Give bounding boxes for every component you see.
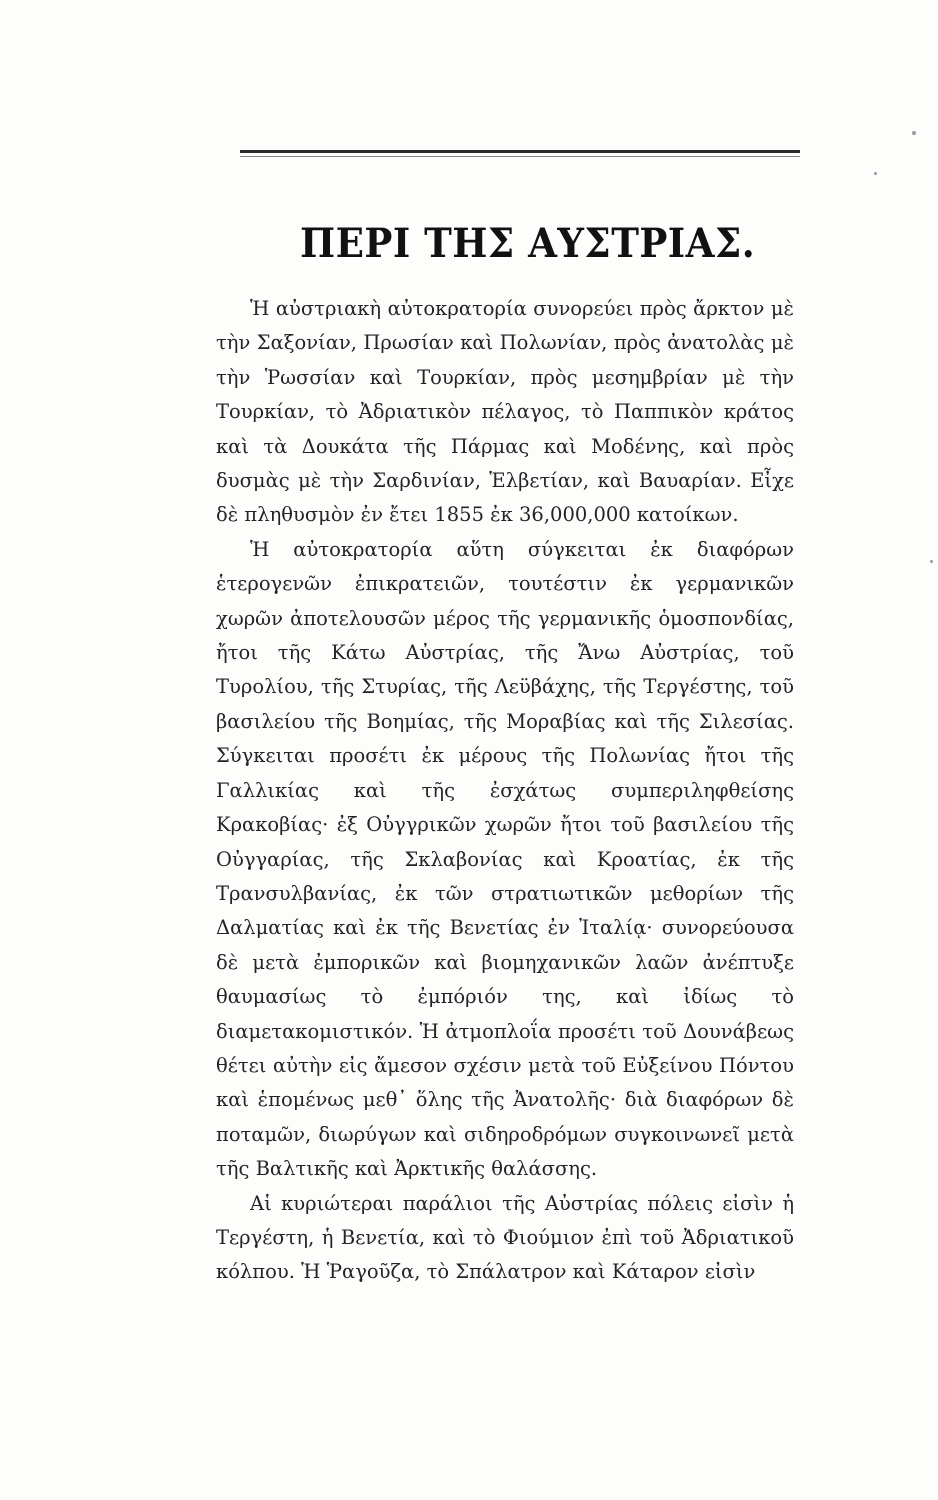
- paper-speck: [874, 172, 877, 175]
- paper-speck: [930, 560, 933, 563]
- paragraph-territories: Ἡ αὐτοκρατορία αὕτη σύγκειται ἐκ διαφόρων ἑτερογενῶν ἐπικρατειῶν, τουτέστιν ἐκ γερμανικῶν χωρῶν ἀποτελουσῶν μέρος τῆς γερμανικῆς ὁμοσπονδίας, ἤτοι τῆς Κάτω Αὐστρίας, τῆς Ἄνω Αὐστρίας, τοῦ Τυρολίου, τῆς Στυρίας, τῆς Λεϋβάχης, τῆς Τεργέστης, τοῦ βασιλείου τῆς Βοημίας, τῆς Μοραβίας καὶ τῆς Σιλεσίας. Σύγκειται προσέτι ἐκ μέρους τῆς Πολωνίας ἤτοι τῆς Γαλλικίας καὶ τῆς ἐσχάτως συμπεριληφθείσης Κρακοβίας· ἐξ Οὐγγρικῶν χωρῶν ἤτοι τοῦ βασιλείου τῆς Οὐγγαρίας, τῆς Σκλαβονίας καὶ Κροατίας, ἐκ τῆς Τρανσυλβανίας, ἐκ τῶν στρατιωτικῶν μεθορίων τῆς Δαλματίας καὶ ἐκ τῆς Βενετίας ἐν Ἰταλίᾳ· συνορεύουσα δὲ μετὰ ἐμπορικῶν καὶ βιομηχανικῶν λαῶν ἀνέπτυξε θαυμασίως τὸ ἐμπόριόν της, καὶ ἰδίως τὸ διαμετακομιστικόν. Ἡ ἀτμοπλοΐα προσέτι τοῦ Δουνάβεως θέτει αὐτὴν εἰς ἄμεσον σχέσιν μετὰ τοῦ Εὐξείνου Πόντου καὶ ἑπομένως μεθ᾽ ὅλης τῆς Ἀνατολῆς· διὰ διαφόρων δὲ ποταμῶν, διωρύγων καὶ σιδηροδρόμων συγκοινωνεῖ μετὰ τῆς Βαλτικῆς καὶ Ἀρκτικῆς θαλάσσης.: [216, 537, 794, 1181]
- paragraph-borders: Ἡ αὐστριακὴ αὐτοκρατορία συνορεύει πρὸς ἄρκτον μὲ τὴν Σαξονίαν, Πρωσίαν καὶ Πολωνίαν, πρὸς ἀνατολὰς μὲ τὴν Ῥωσσίαν καὶ Τουρκίαν, πρὸς μεσημβρίαν μὲ τὴν Τουρκίαν, τὸ Ἀδριατικὸν πέλαγος, τὸ Παππικὸν κράτος καὶ τὰ Δουκάτα τῆς Πάρμας καὶ Μοδένης, καὶ πρὸς δυσμὰς μὲ τὴν Σαρδινίαν, Ἑλβετίαν, καὶ Βαυαρίαν. Εἶχε δὲ πληθυσμὸν ἐν ἔτει 1855 ἐκ 36,000,000 κατοίκων.: [216, 297, 794, 527]
- paper-speck: [912, 131, 916, 135]
- paragraph-coastal-cities: Αἱ κυριώτεραι παράλιοι τῆς Αὐστρίας πόλεις εἰσὶν ἡ Τεργέστη, ἡ Βενετία, καὶ τὸ Φιούμιον ἐπὶ τοῦ Ἀδριατικοῦ κόλπου. Ἡ Ῥαγοῦζα, τὸ Σπάλατρον καὶ Κάταρον εἰσὶν: [216, 1191, 794, 1284]
- header-rule: [240, 150, 800, 153]
- body-text: [216, 292, 794, 1290]
- page-title: ΠΕΡΙ ΤΗΣ ΑΥΣΤΡΙΑΣ.: [300, 220, 756, 267]
